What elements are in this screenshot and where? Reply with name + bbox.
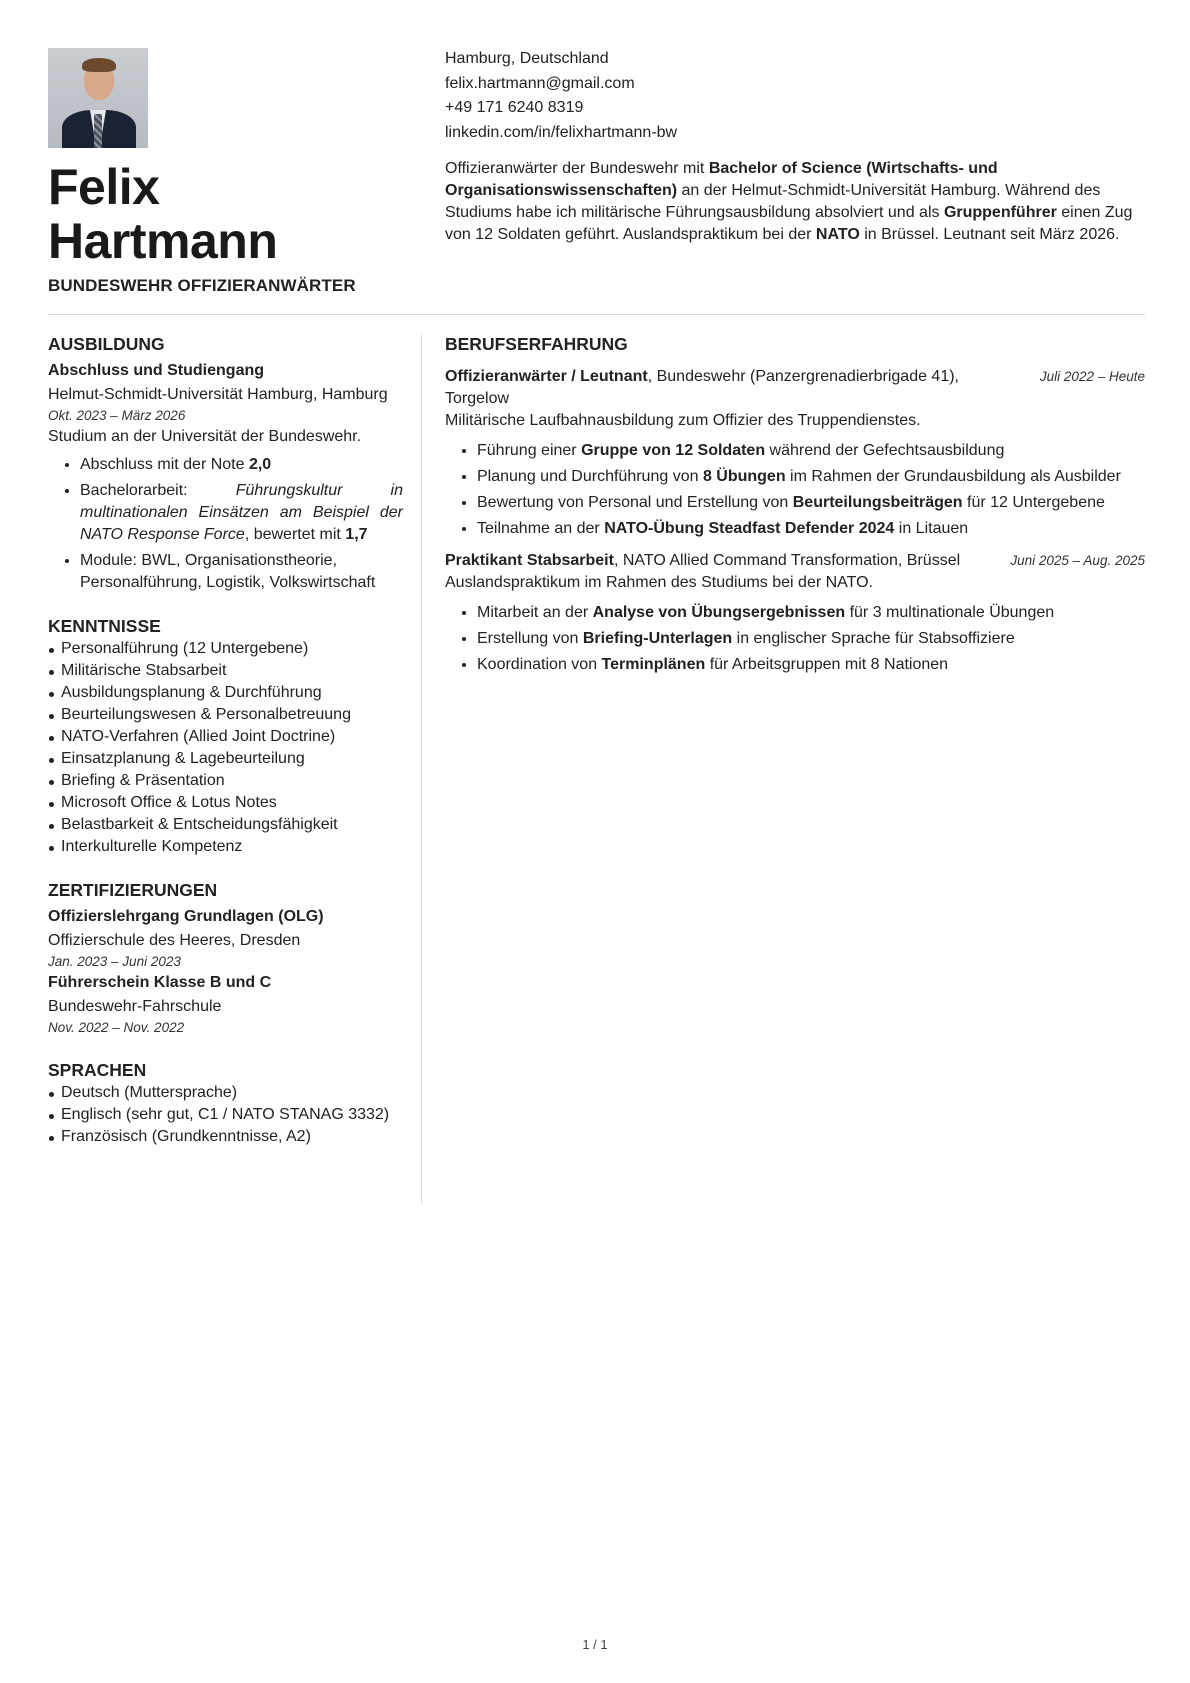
left-column — [48, 332, 403, 1148]
text: , bewertet mit — [244, 526, 346, 543]
skill-item: Microsoft Office & Lotus Notes — [48, 792, 403, 814]
highlight: Gruppe von 12 Soldaten — [581, 442, 766, 459]
job-description: Auslandspraktikum im Rahmen des Studiums bei der NATO. — [445, 574, 874, 591]
text: Bewertung von Personal und Erstellung von — [477, 494, 793, 511]
skill-item: NATO-Verfahren (Allied Joint Doctrine) — [48, 726, 403, 748]
highlight: Briefing-Unterlagen — [582, 630, 733, 647]
skill-item: Beurteilungswesen & Personalbetreuung — [48, 704, 403, 726]
job-dates: Juni 2025 – Aug. 2025 — [1010, 553, 1145, 568]
list-item — [477, 602, 1145, 624]
job-header — [445, 366, 1145, 410]
contact-phone[interactable]: +49 171 6240 8319 — [445, 99, 584, 116]
first-name: Felix — [48, 159, 160, 215]
text: Erstellung von — [477, 630, 583, 647]
section-title: SPRACHEN — [48, 1060, 147, 1080]
skills-list — [48, 638, 403, 858]
job-entry — [445, 550, 1145, 676]
last-name: Hartmann — [48, 213, 278, 269]
summary-text: einen Zug von 12 Soldaten geführt. Auslandspraktikum bei der — [445, 204, 1133, 243]
list-item — [477, 440, 1145, 462]
header-divider — [48, 314, 1145, 315]
section-title: BERUFSERFAHRUNG — [445, 334, 628, 354]
text: Führung einer — [477, 442, 582, 459]
text: in Litauen — [894, 520, 969, 537]
language-item: Französisch (Grundkenntnisse, A2) — [48, 1126, 403, 1148]
thesis-title: Führungskultur in multinationalen Einsätzen am Beispiel der NATO Response Force — [80, 482, 403, 543]
language-item: Deutsch (Muttersprache) — [48, 1082, 403, 1104]
text: Mitarbeit an der — [477, 604, 593, 621]
skill-item: Belastbarkeit & Entscheidungsfähigkeit — [48, 814, 403, 836]
list-item — [80, 480, 403, 546]
skill-item: Interkulturelle Kompetenz — [48, 836, 403, 858]
contact-email[interactable]: felix.hartmann@gmail.com — [445, 74, 635, 92]
list-item — [477, 492, 1145, 514]
summary-bold: Bachelor of Science (Wirtschafts- und Organisationswissenschaften) — [445, 160, 998, 199]
text: Teilnahme an der — [477, 520, 605, 537]
degree-title: Abschluss und Studiengang — [48, 362, 265, 379]
candidate-name — [48, 160, 388, 268]
institution: Helmut-Schmidt-Universität Hamburg, Hamburg — [48, 386, 388, 403]
education-dates: Okt. 2023 – März 2026 — [48, 408, 186, 423]
list-item: • Module: BWL, Organisationstheorie, Personalführung, Logistik, Volkswirtschaft — [80, 550, 403, 594]
summary-bold: Gruppenführer — [943, 204, 1057, 221]
languages-section — [48, 1058, 403, 1148]
highlight: Terminplänen — [601, 656, 706, 673]
job-org: , NATO Allied Command Transformation, Brüssel — [613, 552, 961, 569]
education-description: Studium an der Universität der Bundeswehr. — [48, 428, 362, 445]
section-title: KENNTNISSE — [48, 616, 161, 636]
skill-item: Personalführung (12 Untergebene) — [48, 638, 403, 660]
job-role: Praktikant Stabsarbeit — [445, 552, 614, 569]
job-role: Offizieranwärter / Leutnant — [445, 368, 648, 385]
skill-item: Ausbildungsplanung & Durchführung — [48, 682, 403, 704]
cert-issuer: Offizierschule des Heeres, Dresden — [48, 932, 301, 949]
text: Bachelorarbeit: — [80, 482, 236, 499]
text: im Rahmen der Grundausbildung als Ausbilder — [785, 468, 1121, 485]
photo-hair — [82, 58, 116, 72]
text: für 12 Untergebene — [962, 494, 1105, 511]
job-org: , Bundeswehr (Panzergrenadierbrigade 41), Torgelow — [445, 368, 959, 407]
cert-dates: Nov. 2022 – Nov. 2022 — [48, 1020, 185, 1035]
job-dates: Juli 2022 – Heute — [1039, 369, 1145, 384]
text: Abschluss mit der Note — [80, 456, 249, 473]
profile-summary — [445, 158, 1150, 246]
photo-tie — [94, 114, 102, 148]
skill-item: Militärische Stabsarbeit — [48, 660, 403, 682]
list-item — [477, 466, 1145, 488]
summary-text: Offizieranwärter der Bundeswehr mit — [445, 160, 709, 177]
skills-section — [48, 614, 403, 858]
language-item: Englisch (sehr gut, C1 / NATO STANAG 3332) — [48, 1104, 403, 1126]
skill-item: Einsatzplanung & Lagebeurteilung — [48, 748, 403, 770]
summary-text: in Brüssel. Leutnant seit März 2026. — [859, 226, 1120, 243]
summary-text: an der Helmut-Schmidt-Universität Hamburg. Während des Studiums habe ich militärische Führungsausbildung absolviert und als — [445, 182, 1101, 221]
job-title: BUNDESWEHR OFFIZIERANWÄRTER — [48, 276, 356, 295]
list-item — [477, 628, 1145, 650]
cert-name: Führerschein Klasse B und C — [48, 974, 272, 991]
highlight: 8 Übungen — [702, 468, 786, 485]
grade: 2,0 — [248, 456, 272, 473]
cert-name: Offizierslehrgang Grundlagen (OLG) — [48, 908, 324, 925]
education-section — [48, 332, 403, 594]
experience-section — [445, 332, 1145, 676]
section-title: ZERTIFIZIERUNGEN — [48, 880, 218, 900]
job-description: Militärische Laufbahnausbildung zum Offizier des Truppendienstes. — [445, 412, 921, 429]
cert-dates: Jan. 2023 – Juni 2023 — [48, 954, 181, 969]
column-divider — [421, 334, 422, 1204]
education-bullets — [48, 454, 403, 594]
certifications-section — [48, 878, 403, 1038]
profile-photo — [48, 48, 148, 148]
job-bullets — [445, 602, 1145, 676]
contact-location: Hamburg, Deutschland — [445, 50, 609, 67]
job-header — [445, 550, 1145, 572]
page-indicator: 1 / 1 — [582, 1637, 608, 1652]
list-item — [477, 654, 1145, 676]
highlight: Analyse von Übungsergebnissen — [592, 604, 846, 621]
text: während der Gefechtsausbildung — [765, 442, 1005, 459]
languages-list — [48, 1082, 403, 1148]
thesis-grade: 1,7 — [345, 526, 368, 543]
skill-item: Briefing & Präsentation — [48, 770, 403, 792]
text: für 3 multinationale Übungen — [845, 604, 1055, 621]
text: für Arbeitsgruppen mit 8 Nationen — [705, 656, 949, 673]
text: Planung und Durchführung von — [477, 468, 703, 485]
section-title: AUSBILDUNG — [48, 334, 165, 354]
contact-block — [445, 47, 677, 145]
list-item — [80, 454, 403, 476]
summary-bold: NATO — [815, 226, 860, 243]
job-entry — [445, 366, 1145, 540]
contact-linkedin[interactable]: linkedin.com/in/felixhartmann-bw — [445, 123, 678, 141]
job-bullets — [445, 440, 1145, 540]
right-column — [445, 332, 1145, 680]
highlight: Beurteilungsbeiträgen — [792, 494, 963, 511]
list-item — [477, 518, 1145, 540]
text: in englischer Sprache für Stabsoffiziere — [732, 630, 1015, 647]
cert-issuer: Bundeswehr-Fahrschule — [48, 998, 222, 1015]
highlight: NATO-Übung Steadfast Defender 2024 — [604, 520, 895, 537]
text: Koordination von — [477, 656, 602, 673]
